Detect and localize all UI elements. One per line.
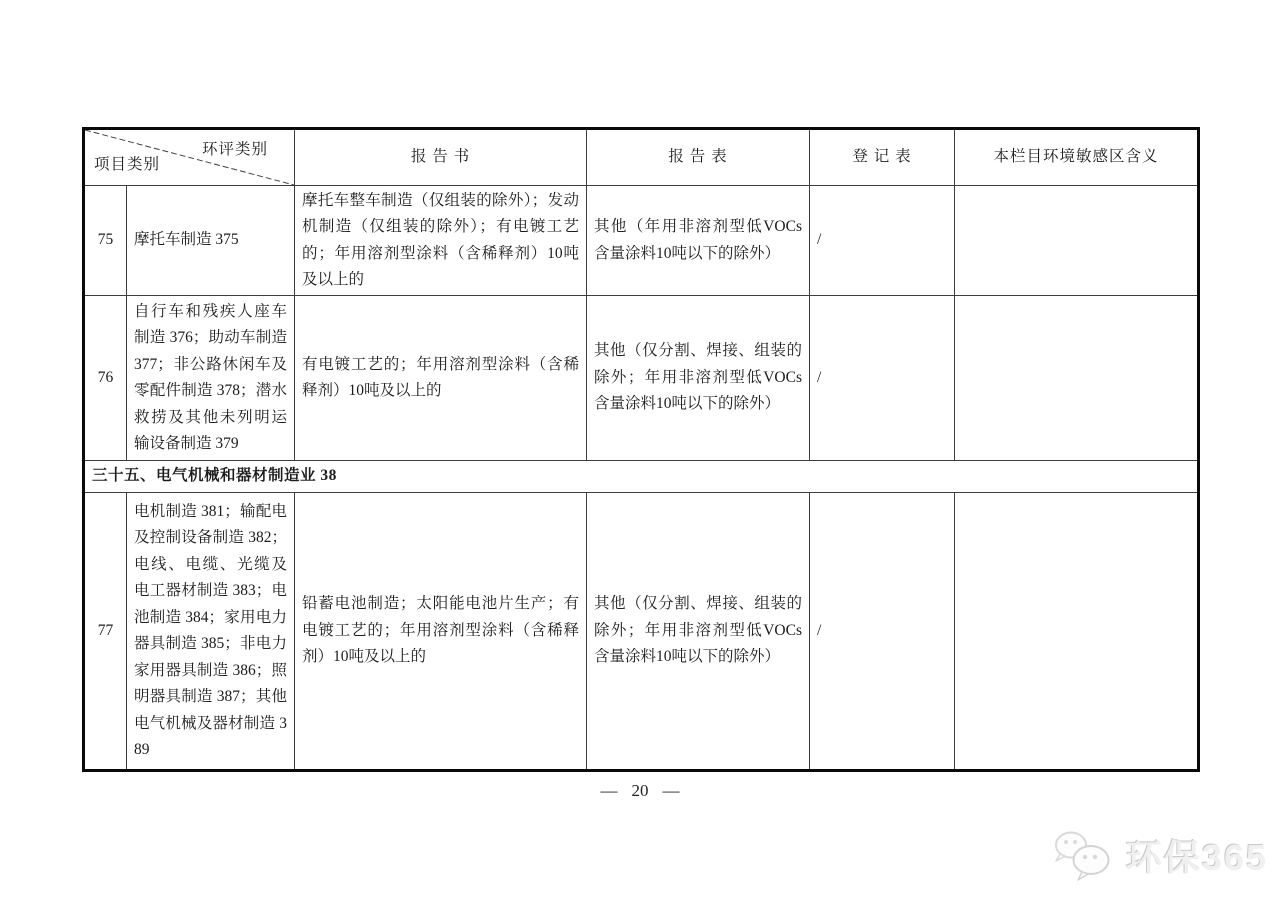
cell-76-sensitive-meaning <box>955 296 1199 461</box>
page-number-value: 20 <box>631 781 649 800</box>
column-header-registration-form: 登 记 表 <box>810 129 955 186</box>
wechat-icon <box>1048 826 1116 884</box>
cell-76-report-book: 有电镀工艺的；年用溶剂型涂料（含稀释剂）10吨及以上的 <box>295 296 587 461</box>
cell-75-number: 75 <box>84 186 127 296</box>
cell-77-registration-form: / <box>810 493 955 771</box>
watermark-text: 环保365 <box>1125 836 1268 878</box>
page-number-dash-right: — <box>662 781 680 800</box>
cell-75-report-book: 摩托车整车制造（仅组装的除外）；发动机制造（仅组装的除外）；有电镀工艺的；年用溶剂型涂料（含稀释剂）10吨及以上的 <box>295 186 587 296</box>
corner-label-eia-category: 环评类别 <box>201 141 268 158</box>
cell-75-category: 摩托车制造 375 <box>127 186 295 296</box>
cell-77-number: 77 <box>84 493 127 771</box>
column-header-report-book: 报 告 书 <box>295 129 587 186</box>
cell-76-number: 76 <box>84 296 127 461</box>
section-row-35 <box>84 461 1199 493</box>
header-row <box>84 129 1199 186</box>
table-row-77 <box>84 493 1199 771</box>
cell-76-report-form: 其他（仅分割、焊接、组装的除外；年用非溶剂型低VOCs含量涂料10吨以下的除外） <box>587 296 810 461</box>
corner-header-cell <box>84 129 295 186</box>
watermark <box>1048 826 1268 884</box>
column-header-sensitive-area-meaning: 本栏目环境敏感区含义 <box>955 129 1199 186</box>
section-header-electrical-machinery: 三十五、电气机械和器材制造业 38 <box>84 461 1199 493</box>
cell-75-registration-form: / <box>810 186 955 296</box>
cell-76-category: 自行车和残疾人座车制造 376；助动车制造 377；非公路休闲车及零配件制造 378；潜水救捞及其他未列明运输设备制造 379 <box>127 296 295 461</box>
cell-77-category: 电机制造 381；输配电及控制设备制造 382；电线、电缆、光缆及电工器材制造 383；电池制造 384；家用电力器具制造 385；非电力家用器具制造 386；照明器具制造 387；其他电气机械及器材制造 389 <box>127 493 295 771</box>
cell-76-registration-form: / <box>810 296 955 461</box>
column-header-report-form: 报 告 表 <box>587 129 810 186</box>
cell-77-report-book: 铅蓄电池制造；太阳能电池片生产；有电镀工艺的；年用溶剂型涂料（含稀释剂）10吨及以上的 <box>295 493 587 771</box>
cell-75-sensitive-meaning <box>955 186 1199 296</box>
page-number-dash-left: — <box>600 781 618 800</box>
corner-label-project-category: 项目类别 <box>94 155 161 173</box>
cell-77-report-form: 其他（仅分割、焊接、组装的除外；年用非溶剂型低VOCs含量涂料10吨以下的除外） <box>587 493 810 771</box>
page-number <box>0 781 1280 801</box>
table-row-75 <box>84 186 1199 296</box>
eia-classification-table <box>82 127 1200 772</box>
table-row-76 <box>84 296 1199 461</box>
cell-75-report-form: 其他（年用非溶剂型低VOCs含量涂料10吨以下的除外） <box>587 186 810 296</box>
cell-77-sensitive-meaning <box>955 493 1199 771</box>
